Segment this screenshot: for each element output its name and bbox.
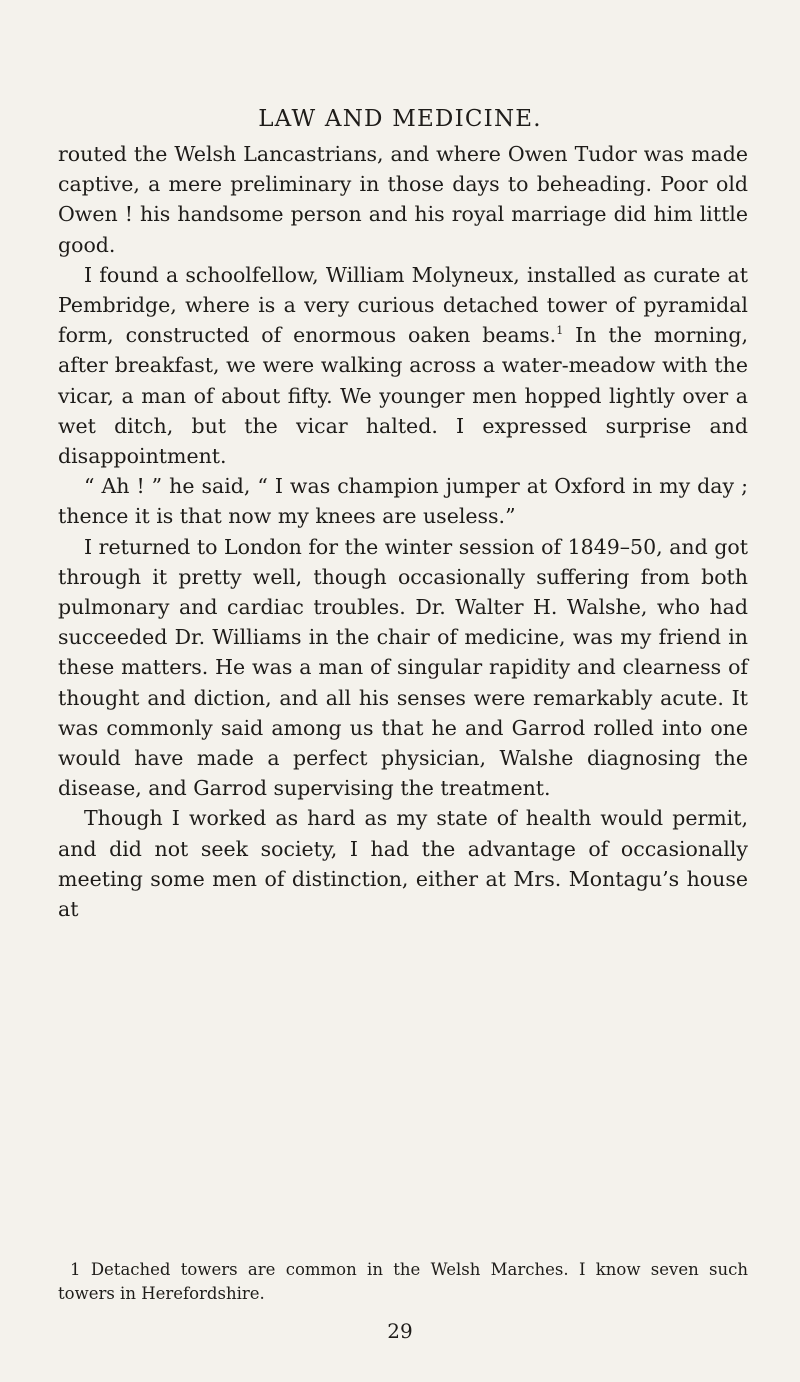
running-head: LAW AND MEDICINE. — [258, 106, 542, 132]
paragraph-2-text-after: In the morning, after breakfast, we were walking across a water-meadow with the vicar, a man of about fifty. We younger men hopped lightly over a wet ditch, but the vicar halted. I expressed surprise and disappointment. — [58, 323, 748, 469]
paragraph-4 — [58, 532, 748, 804]
paragraph-4-text: I returned to London for the winter session of 1849–50, and got through it pretty well, though occasionally suffering from both pulmonary and cardiac troubles. Dr. Walter H. Walshe, who had succeeded Dr. Williams in the chair of medicine, was my friend in these matters. He was a man of singular rapidity and clearness of thought and diction, and all his senses were remarkably acute. It was commonly said among us that he and Garrod rolled into one would have made a perfect physician, Walshe diagnosing the disease, and Garrod supervising the treatment. — [58, 534, 748, 801]
paragraph-5 — [58, 803, 748, 924]
paragraph-3 — [58, 471, 748, 531]
footnotes — [58, 1258, 748, 1306]
paragraph-1-text: routed the Welsh Lancastrians, and where Owen Tudor was made captive, a mere preliminary in those days to beheading. Poor old Owen ! his handsome person and his royal marriage did him little good. — [58, 142, 748, 257]
footnote-reference: 1 — [556, 324, 564, 338]
page-number: 29 — [387, 1319, 413, 1343]
paragraph-5-text: Though I worked as hard as my state of health would permit, and did not seek society, I had the advantage of occasionally meeting some men of distinction, either at Mrs. Montagu’s house at — [58, 806, 748, 922]
footnote-marker: 1 — [70, 1260, 81, 1279]
body-text — [58, 139, 748, 924]
footnote-text: Detached towers are common in the Welsh Marches. I know seven such towers in Herefordshire. — [58, 1260, 748, 1303]
paragraph-1 — [58, 139, 748, 260]
paragraph-2-text-before: I found a schoolfellow, William Molyneux, installed as curate at Pembridge, where is a very curious detached tower of pyramidal form, constructed of enormous oaken beams. — [58, 262, 748, 348]
footnote-1 — [58, 1258, 748, 1306]
paragraph-3-text: “ Ah ! ” he said, “ I was champion jumper at Oxford in my day ; thence it is that now my knees are useless.” — [58, 474, 748, 529]
paragraph-2 — [58, 260, 748, 471]
